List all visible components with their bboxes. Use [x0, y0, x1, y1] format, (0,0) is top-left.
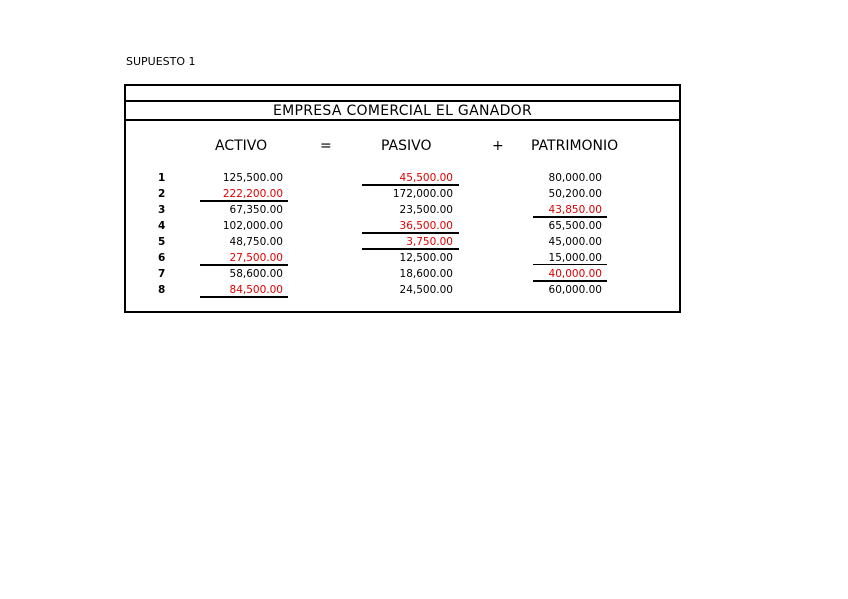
row-number: 5: [158, 236, 166, 248]
pasivo-value: 12,500.00: [399, 252, 453, 264]
patrimonio-value: 40,000.00: [548, 268, 602, 280]
underline-rule: [362, 184, 459, 186]
row-number: 3: [158, 204, 166, 216]
header-patrimonio-text: PATRIMONIO: [531, 138, 619, 154]
underline-rule: [362, 248, 459, 250]
pasivo-value: 3,750.00: [406, 236, 453, 248]
activo-value: 102,000.00: [222, 220, 283, 232]
pasivo-value: 24,500.00: [399, 284, 453, 296]
row-number: 8: [158, 284, 166, 296]
activo-value: 58,600.00: [229, 268, 283, 280]
activo-value: 48,750.00: [229, 236, 283, 248]
patrimonio-value: 65,500.00: [548, 220, 602, 232]
underline-rule: [200, 264, 288, 266]
pasivo-value: 45,500.00: [399, 172, 453, 184]
pasivo-value: 18,600.00: [399, 268, 453, 280]
row-number: 2: [158, 188, 166, 200]
patrimonio-value: 80,000.00: [548, 172, 602, 184]
underline-rule: [533, 264, 607, 265]
underline-rule: [200, 200, 288, 202]
patrimonio-value: 45,000.00: [548, 236, 602, 248]
patrimonio-value: 60,000.00: [548, 284, 602, 296]
pasivo-value: 172,000.00: [392, 188, 453, 200]
title-rule: [126, 119, 679, 121]
activo-value: 67,350.00: [229, 204, 283, 216]
underline-rule: [533, 216, 607, 218]
company-title: EMPRESA COMERCIAL EL GANADOR: [272, 103, 533, 119]
patrimonio-value: 15,000.00: [548, 252, 602, 264]
pasivo-value: 23,500.00: [399, 204, 453, 216]
header-pasivo: PASIVO: [381, 138, 432, 154]
underline-rule: [362, 232, 459, 234]
underline-rule: [200, 296, 288, 298]
row-number: 7: [158, 268, 166, 280]
patrimonio-value: 43,850.00: [548, 204, 602, 216]
underline-rule: [533, 280, 607, 282]
header-patrimonio: [531, 138, 623, 154]
header-activo: ACTIVO: [215, 138, 268, 154]
activo-value: 27,500.00: [229, 252, 283, 264]
activo-value: 84,500.00: [229, 284, 283, 296]
balance-table: [124, 84, 681, 313]
activo-value: 125,500.00: [222, 172, 283, 184]
activo-value: 222,200.00: [222, 188, 283, 200]
top-rule: [126, 100, 679, 102]
row-number: 4: [158, 220, 166, 232]
patrimonio-value: 50,200.00: [548, 188, 602, 200]
sheet-label: SUPUESTO 1: [126, 55, 196, 68]
row-number: 1: [158, 172, 166, 184]
row-number: 6: [158, 252, 166, 264]
pasivo-value: 36,500.00: [399, 220, 453, 232]
header-equals: =: [320, 138, 332, 154]
header-plus: +: [492, 138, 504, 154]
